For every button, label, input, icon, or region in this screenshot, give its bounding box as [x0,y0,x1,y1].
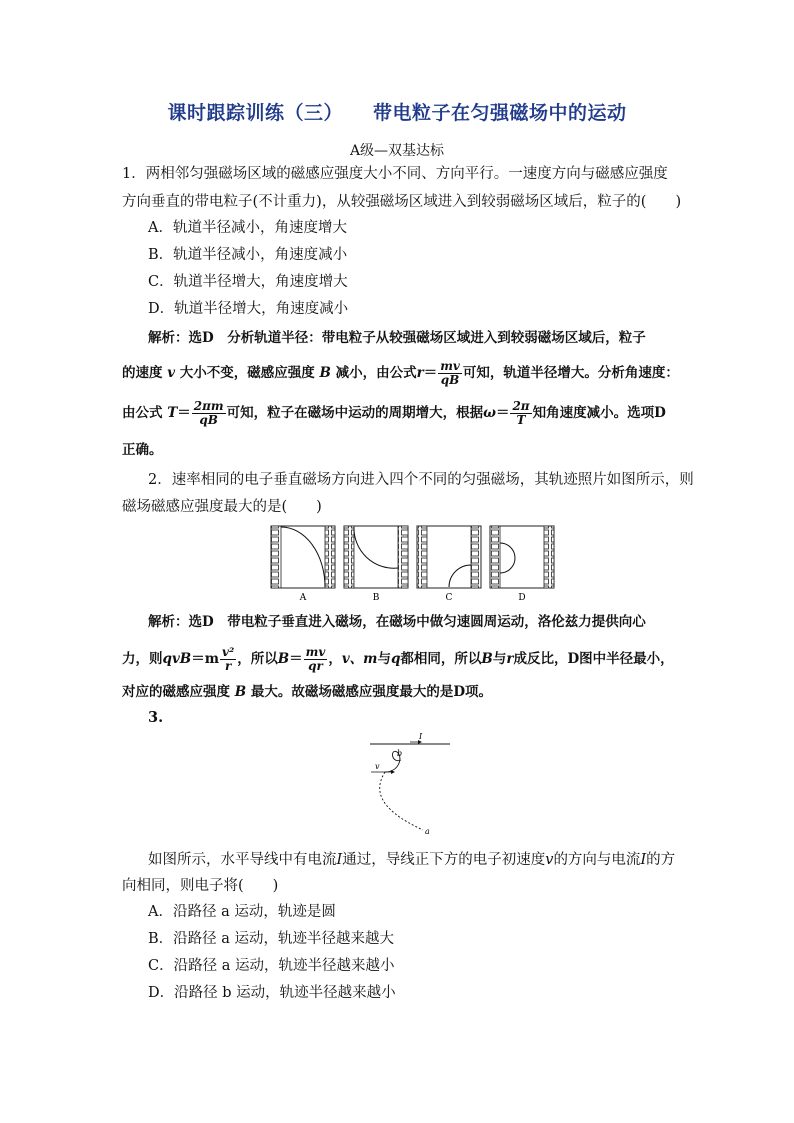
q3-option-b: B．沿路径 a 运动，轨迹半径越来越大 [148,931,395,947]
q3-option-d: D．沿路径 b 运动，轨迹半径越来越小 [148,985,396,1001]
section-level: A级—双基达标 [349,143,445,159]
q3-path-a [380,772,423,830]
figure-label-c: C [445,593,453,603]
q1-analysis-line-3: 由公式 T＝ $\frac{2\pi m}{qB}$ 可知，粒子在磁场中运动的周期增大，根据ω＝ $\frac{2\pi}{T}$ 知角速度减小。选项D [122,399,666,427]
q3-label-b: b [397,749,403,758]
q1-option-d: D．轨道半径增大，角速度减小 [148,301,349,317]
q2-analysis-line-3: 对应的磁感应强度 B 最大。故磁场磁感应强度最大的是D项。 [122,684,493,700]
q1-analysis-line-2: 的速度 v 大小不变，磁感应强度 B 减小，由公式r＝ $\frac{mv}{qB}$ 可知，轨道半径增大。分析角速度： [122,359,679,387]
q3-number: 3. [148,709,164,726]
q3-option-c: C．沿路径 a 运动，轨迹半径越来越小 [148,958,395,974]
q1-stem-line-1: 1．两相邻匀强磁场区域的磁感应强度大小不同、方向平行。一速度方向与磁感应强度 [122,166,668,182]
figure-frame-a [271,526,335,603]
q2-stem-line-2: 磁场磁感应强度最大的是( ) [122,499,322,515]
formula-fraction: $\frac{2\pi}{T}$ [512,399,530,427]
q1-analysis-line-1: 解析：选D 分析轨道半径：带电粒子从较强磁场区域进入到较弱磁场区域后，粒子 [148,330,646,346]
figure-label-b: B [372,593,380,603]
page-title [0,98,794,125]
q2-analysis-line-1: 解析：选D 带电粒子垂直进入磁场，在磁场中做匀速圆周运动，洛伦兹力提供向心 [148,614,646,630]
formula-fraction: $\frac{\text{v²}}{r}$ [222,645,235,673]
q2-figure [270,522,560,604]
figure-frame-b [344,526,408,603]
q1-stem-line-2: 方向垂直的带电粒子(不计重力)，从较强磁场区域进入到较弱磁场区域后，粒子的( ) [122,194,682,210]
formula-fraction: $\frac{2\pi m}{qB}$ [193,399,224,427]
q3-label-i: I [419,732,423,741]
q3-stem-line-1: 如图所示，水平导线中有电流I通过，导线正下方的电子初速度v的方向与电流I的方 [148,852,676,868]
q3-stem-line-2: 向相同，则电子将( ) [122,878,279,894]
q2-analysis-line-2: 力，则qvB＝m $\frac{\text{v²}}{r}$ ，所以B＝ $\frac{mv}{qr}$ ，v、m与q都相同，所以B与r成反比，D图中半径最小， [122,645,674,673]
q1-option-b: B．轨道半径减小，角速度减小 [148,247,348,263]
figure-frame-d [490,526,554,603]
q1-analysis-line-4: 正确。 [122,442,163,458]
figure-label-a: A [299,593,307,603]
q3-label-a: a [425,827,430,836]
q1-option-c: C．轨道半径增大，角速度增大 [148,274,348,290]
formula-fraction: $\frac{mv}{qB}$ [440,359,460,387]
q2-stem-line-1: 2．速率相同的电子垂直磁场方向进入四个不同的匀强磁场，其轨迹照片如图所示，则 [148,472,694,488]
q3-option-a: A．沿路径 a 运动，轨迹是圆 [148,904,336,920]
q3-figure [365,728,455,838]
figure-frame-c [417,526,481,603]
q1-option-a: A．轨道半径减小，角速度增大 [148,220,347,236]
title-part-2: 带电粒子在匀强磁场中的运动 [373,102,627,124]
title-part-1: 课时跟踪训练（三） [167,102,343,124]
formula-fraction: $\frac{mv}{qr}$ [305,645,326,673]
figure-label-d: D [518,593,526,603]
q3-label-v: v [375,762,380,771]
